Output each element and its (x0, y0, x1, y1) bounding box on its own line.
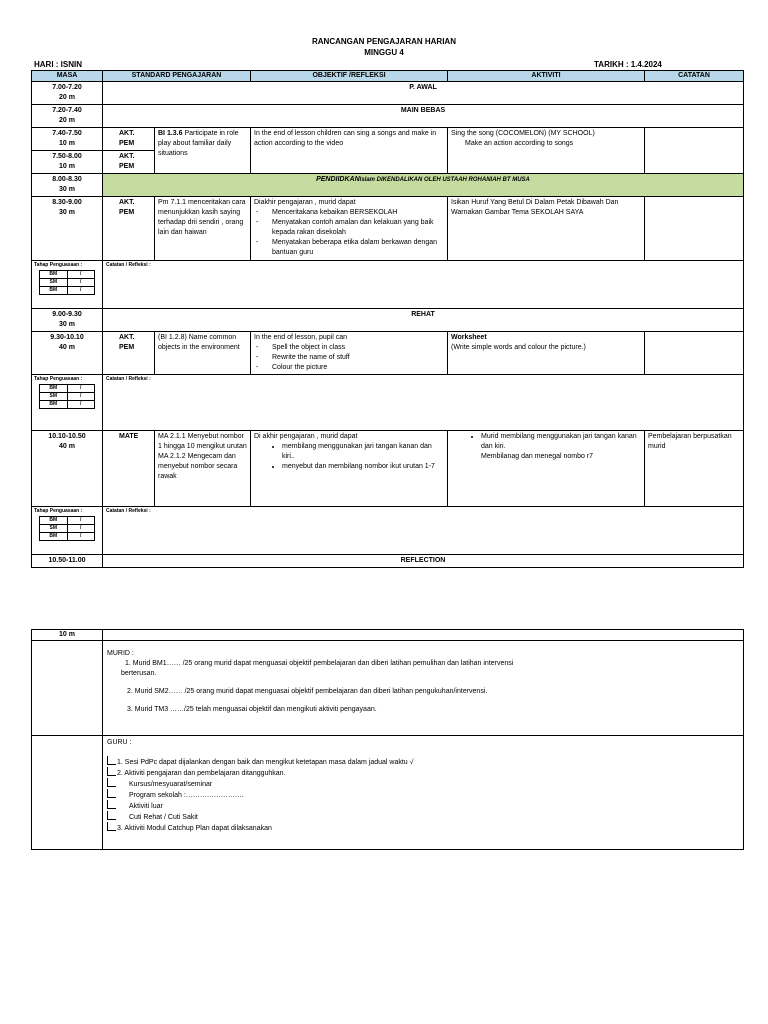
document-title: RANCANGAN PENGAJARAN HARIAN (311, 37, 456, 46)
subject-cell: AKT. PEM (103, 151, 155, 174)
assessment-row (32, 375, 744, 431)
objective-cell: Di akhir pengajaran , murid dapat • membilang menggunakan jari tangan kanan dan kiri.. • menyebut dan membilang nombor ikut urutan 1-7 (251, 431, 448, 507)
murid-row (32, 641, 744, 736)
assessment-row (32, 261, 744, 309)
time-cell: 7.00-7.20 20 m (32, 82, 103, 105)
time-cell: 10.50-11.00 (32, 555, 103, 568)
tahap-table: BM / SM / BM / (39, 270, 95, 295)
table-row (32, 105, 744, 128)
band-cell: REHAT (103, 309, 744, 332)
catatan-cell: Catatan / Refleksi : (103, 375, 744, 431)
tahap-table: BM / SM / BM / (39, 384, 95, 409)
catatan-cell: Catatan / Refleksi : (103, 261, 744, 309)
tahap-cell: Tahap Penguasaan : BM / SM / BM / (32, 261, 103, 309)
checkbox[interactable] (107, 800, 116, 809)
band-cell: P. AWAL (103, 82, 744, 105)
checkbox[interactable] (107, 811, 116, 820)
day-label: HARI : ISNIN (34, 60, 82, 69)
tahap-table: BM / SM / BM / (39, 516, 95, 541)
checkbox[interactable] (107, 822, 116, 831)
subject-cell: MATE (103, 431, 155, 507)
checkbox[interactable] (107, 789, 116, 798)
col-header: AKTIVITI (448, 71, 645, 82)
table-header-row (32, 71, 744, 82)
band-cell-islam: PENDIIDKANIslam DIKENDALIKAN OLEH USTAAH ROHANIAH BT MUSA (103, 174, 744, 197)
table-row (32, 332, 744, 375)
checkbox[interactable] (107, 767, 116, 776)
col-header: CATATAN (645, 71, 744, 82)
col-header: MASA (32, 71, 103, 82)
activity-cell: Isikan Huruf Yang Betul Di Dalam Petak Dibawah Dan Warnakan Gambar Tema SEKOLAH SAYA (448, 197, 645, 261)
objective-cell: Diakhir pengajaran , murid dapat - Menceritakana kebaikan BERSEKOLAH - Menyatakan contoh amalan dan kelakuan yang baik kepada rakan disekolah - Menyatakan beberapa etika dalam berkawan dengan bantuan guru (251, 197, 448, 261)
subject-cell: AKT. PEM (103, 332, 155, 375)
band-cell: REFLECTION (103, 555, 744, 568)
reflection-table (31, 629, 744, 850)
catatan-cell: Catatan / Refleksi : (103, 507, 744, 555)
subject-cell: AKT. PEM (103, 128, 155, 151)
table-row (32, 197, 744, 261)
guru-row (32, 736, 744, 850)
band-cell: MAIN BEBAS (103, 105, 744, 128)
tahap-cell: Tahap Penguasaan : BM / SM / BM / (32, 507, 103, 555)
standard-cell: (BI 1.2.8) Name common objects in the environment (155, 332, 251, 375)
time-cell: 10.10-10.50 40 m (32, 431, 103, 507)
tahap-cell: Tahap Penguasaan : BM / SM / BM / (32, 375, 103, 431)
note-cell (645, 332, 744, 375)
table-row (32, 309, 744, 332)
table-row (32, 82, 744, 105)
table-row (32, 128, 744, 151)
objective-cell: In the end of lesson children can sing a songs and make in action according to the video (251, 128, 448, 174)
time-cell: 9.30-10.10 40 m (32, 332, 103, 375)
checkbox[interactable] (107, 778, 116, 787)
date-label: TARIKH : 1.4.2024 (594, 60, 662, 69)
col-header: STANDARD PENGAJARAN (103, 71, 251, 82)
time-cell: 8.30-9.00 30 m (32, 197, 103, 261)
standard-cell: MA 2.1.1 Menyebut nombor 1 hingga 10 mengikut urutan MA 2.1.2 Mengecam dan menyebut nombor secara rawak (155, 431, 251, 507)
assessment-row (32, 507, 744, 555)
activity-cell: • Murid membilang menggunakan jari tangan kanan dan kiri. Membilanag dan menegal nombo r7 (448, 431, 645, 507)
time-cell: 8.00-8.30 30 m (32, 174, 103, 197)
guru-cell: GURU : 1. Sesi PdPc dapat dijalankan dengan baik dan mengikut ketetapan masa dalam jadual waktu √ 2. Aktiviti pengajaran dan pembelajaran ditangguhkan. Kursus/mesyuarat/seminar Program sekolah :……………………. Aktiviti luar Cuti Rehat / Cuti Sakit 3. Aktiviti Modul Catchup Plan dapat dilaksanakan (103, 736, 744, 850)
table-row (32, 431, 744, 507)
objective-cell: In the end of lesson, pupil can - Spell the object in class - Rewrite the name of stuff - Colour the picture (251, 332, 448, 375)
note-cell (645, 197, 744, 261)
activity-cell: Sing the song (COCOMELON) (MY SCHOOL) Make an action according to songs (448, 128, 645, 174)
subject-cell: AKT. PEM (103, 197, 155, 261)
note-cell (645, 128, 744, 174)
checkbox[interactable] (107, 756, 116, 765)
duration-cell: 10 m (32, 630, 103, 641)
table-row (32, 630, 744, 641)
time-cell: 9.00-9.30 30 m (32, 309, 103, 332)
col-header: OBJEKTIF /REFLEKSI (251, 71, 448, 82)
activity-cell: Worksheet (Write simple words and colour the picture.) (448, 332, 645, 375)
time-cell: 7.20-7.40 20 m (32, 105, 103, 128)
murid-cell: MURID : 1. Murid BM1…… /25 orang murid dapat menguasai objektif pembelajaran dan diberi latihan pemulihan dan latihan intervensi berterusan. 2. Murid SM2…… /25 orang murid dapat menguasai objektif pembelajaran dan diberi latihan pengukuhan/intervensi. 3. Murid TM3 ……/25 telah menguasai objektif dan mengikuti aktiviti pengayaan. (103, 641, 744, 736)
note-cell: Pembelajaran berpusatkan murid (645, 431, 744, 507)
standard-cell: BI 1.3.6 Participate in role play about familiar daily situations (155, 128, 251, 174)
table-row (32, 555, 744, 568)
time-cell: 7.40-7.50 10 m (32, 128, 103, 151)
lesson-plan-table (31, 70, 744, 568)
table-row (32, 174, 744, 197)
time-cell: 7.50-8.00 10 m (32, 151, 103, 174)
week-label: MINGGU 4 (364, 48, 404, 57)
standard-cell: Pm 7.1.1 menceritakan cara menunjukkan kasih saying terhadap drii sendiri , orang lain dan haiwan (155, 197, 251, 261)
